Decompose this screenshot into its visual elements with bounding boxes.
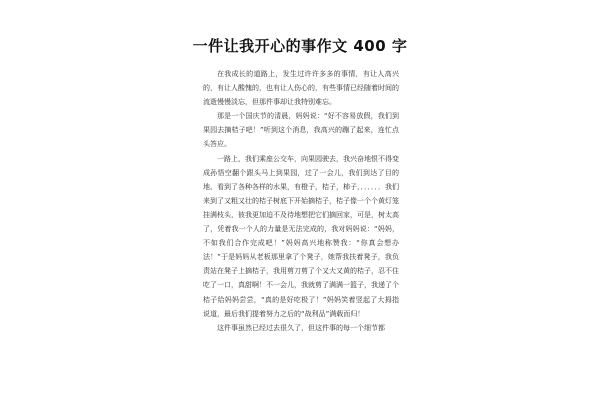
paragraph-national-day: 那是一个国庆节的清晨，妈妈说：“好不容易放假，我们到果园去摘桔子吧！”听到这个消息，我高兴的蹦了起来，连忙点头答应。: [203, 112, 399, 149]
paragraph-orchard: 一路上，我们乘座公交车，向果园驶去，我兴奋地恨不得变成孙悟空翻个跟头马上到果园，过了一会儿，我们到达了目的地，看到了各种各样的水果，有橙子，桔子，柿子，．．．．．．我们来到了又粗又壮的桔子树底下开始摘桔子，桔子像一个个黄灯笼挂满枝头，彼我更加迫不及待地想把它们摘回家，可是，树太高了，凭着我一个人的力量是无法完成的，我对妈妈说：“妈妈，不如我们合作完成吧！”妈妈高兴地称赞我：“你真会想办法！”于是妈妈从老板那里拿了个凳子，她帮我扶着凳子，我负责站在凳子上摘桔子，我用剪刀剪了个又大又黄的桔子，忍不住吃了一口，真甜啊！不一会儿，我就剪了满满一篮子，我递了个桔子给妈妈尝尝，“真的是好吃极了！”妈妈笑着竖起了大拇指说道，最后我们提着努力之后的“战利品”满载而归！: [203, 154, 399, 318]
paragraph-intro: 在我成长的道路上，发生过许许多多的事情，有让人高兴的，有让人酸愧的，也有让人伤心的，有些事情已经随着时间的流逝慢慢淡忘，但那件事却让我特别难忘。: [203, 70, 399, 107]
paragraph-conclusion: 这件事虽然已经过去很久了，但这件事的每一个细节都: [217, 323, 385, 332]
article-body: [203, 67, 399, 335]
document-title: 一件让我开心的事作文 400 字: [192, 37, 408, 55]
